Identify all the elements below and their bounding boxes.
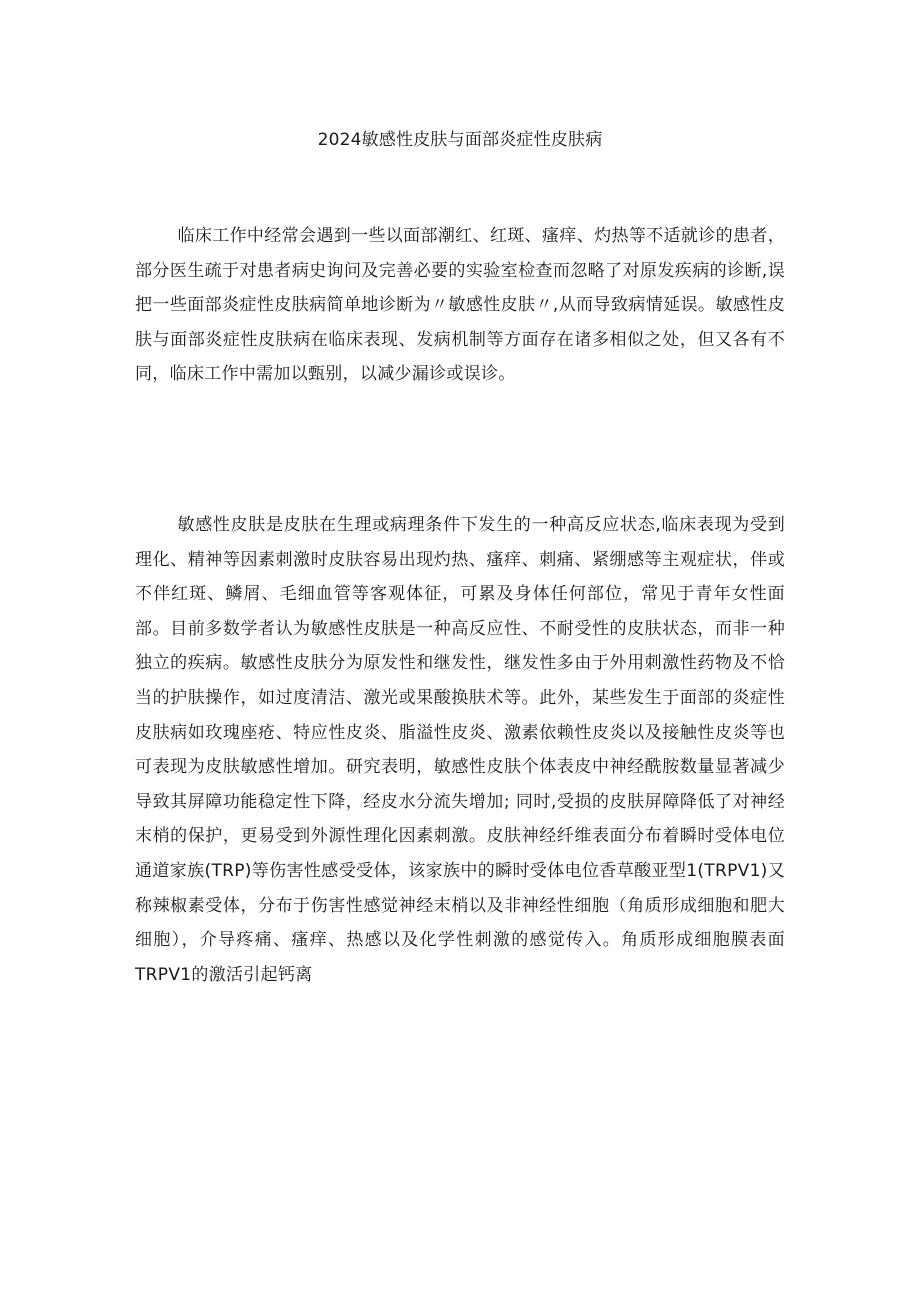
paragraph-intro: 临床工作中经常会遇到一些以面部潮红、红斑、瘙痒、灼热等不适就诊的患者，部分医生疏于对患者病史询问及完善必要的实验室检查而忽略了对原发疾病的诊断,误把一些面部炎症性皮肤病简单地诊断为〃敏感性皮肤〃,从而导致病情延误。敏感性皮肤与面部炎症性皮肤病在临床表现、发病机制等方面存在诸多相似之处，但又各有不同，临床工作中需加以甄别，以减少漏诊或误诊。 (135, 226, 785, 385)
document-title: 2024敏感性皮肤与面部炎症性皮肤病 (317, 130, 603, 150)
paragraph-sensitive-skin: 敏感性皮肤是皮肤在生理或病理条件下发生的一种高反应状态,临床表现为受到理化、精神等因素刺激时皮肤容易出现灼热、瘙痒、刺痛、紧绷感等主观症状，伴或不伴红斑、鳞屑、毛细血管等客观体征，可累及身体任何部位，常见于青年女性面部。目前多数学者认为敏感性皮肤是一种高反应性、不耐受性的皮肤状态，而非一种独立的疾病。敏感性皮肤分为原发性和继发性，继发性多由于外用刺激性药物及不恰当的护肤操作，如过度清洁、激光或果酸换肤术等。此外，某些发生于面部的炎症性皮肤病如玫瑰座疮、特应性皮炎、脂溢性皮炎、激素依赖性皮炎以及接触性皮炎等也可表现为皮肤敏感性增加。研究表明，敏感性皮肤个体表皮中神经酰胺数量显著减少导致其屏障功能稳定性下降，经皮水分流失增加; 同时,受损的皮肤屏障降低了对神经末梢的保护，更易受到外源性理化因素刺激。皮肤神经纤维表面分布着瞬时受体电位通道家族(TRP)等伤害性感受受体，该家族中的瞬时受体电位香草酸亚型1(TRPV1)又称辣椒素受体，分布于伤害性感觉神经末梢以及非神经性细胞（角质形成细胞和肥大细胞），介导疼痛、瘙痒、热感以及化学性刺激的感觉传入。角质形成细胞膜表面TRPV1的激活引起钙离 (135, 515, 785, 985)
